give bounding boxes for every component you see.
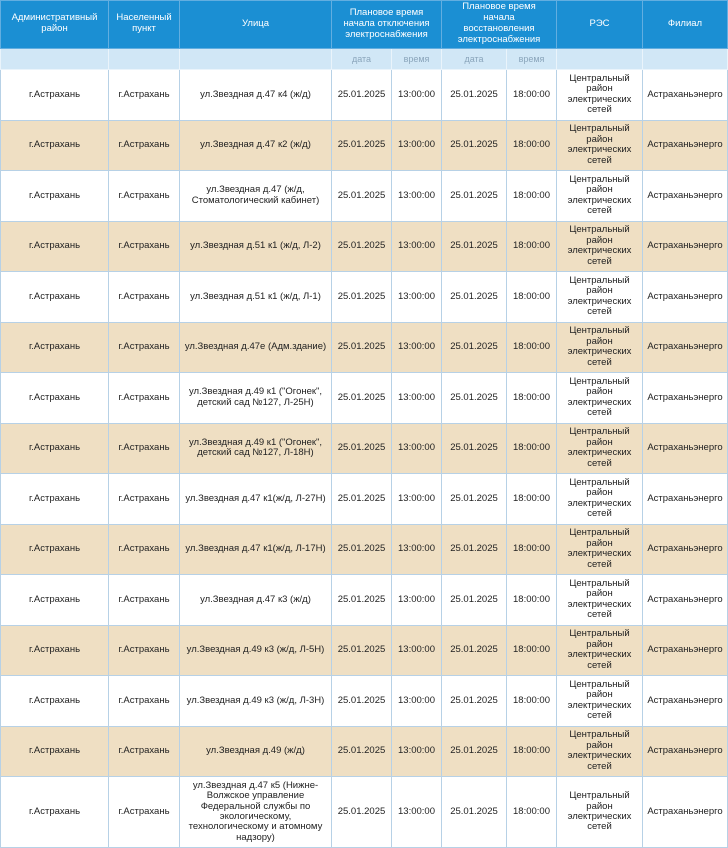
outage-date-cell: 25.01.2025 bbox=[332, 726, 392, 777]
restore-date-cell: 25.01.2025 bbox=[442, 575, 507, 626]
branch-cell: Астраханьэнерго bbox=[643, 726, 728, 777]
outage-time-cell: 13:00:00 bbox=[392, 221, 442, 272]
district-cell: г.Астрахань bbox=[1, 120, 109, 171]
outage-date-cell: 25.01.2025 bbox=[332, 322, 392, 373]
branch-cell: Астраханьэнерго bbox=[643, 575, 728, 626]
restore-time-cell: 18:00:00 bbox=[507, 373, 557, 424]
subheader-branch-spacer bbox=[643, 49, 728, 70]
restore-time-cell: 18:00:00 bbox=[507, 625, 557, 676]
outage-time-cell: 13:00:00 bbox=[392, 423, 442, 474]
locality-cell: г.Астрахань bbox=[109, 70, 180, 121]
outage-date-cell: 25.01.2025 bbox=[332, 221, 392, 272]
district-cell: г.Астрахань bbox=[1, 272, 109, 323]
restore-time-cell: 18:00:00 bbox=[507, 171, 557, 222]
table-row bbox=[1, 322, 728, 373]
table-subheader-row bbox=[1, 49, 728, 70]
header-district: Административный район bbox=[1, 1, 109, 49]
district-cell: г.Астрахань bbox=[1, 423, 109, 474]
table-body bbox=[1, 70, 728, 848]
branch-cell: Астраханьэнерго bbox=[643, 676, 728, 727]
res-cell: Центральный район электрических сетей bbox=[557, 575, 643, 626]
restore-time-cell: 18:00:00 bbox=[507, 474, 557, 525]
locality-cell: г.Астрахань bbox=[109, 221, 180, 272]
table-header-row bbox=[1, 1, 728, 49]
restore-date-cell: 25.01.2025 bbox=[442, 524, 507, 575]
outage-date-cell: 25.01.2025 bbox=[332, 676, 392, 727]
header-outage-start: Плановое время начала отключения электроснабжения bbox=[332, 1, 442, 49]
table-row bbox=[1, 423, 728, 474]
district-cell: г.Астрахань bbox=[1, 524, 109, 575]
outage-time-cell: 13:00:00 bbox=[392, 524, 442, 575]
district-cell: г.Астрахань bbox=[1, 625, 109, 676]
locality-cell: г.Астрахань bbox=[109, 575, 180, 626]
restore-time-cell: 18:00:00 bbox=[507, 272, 557, 323]
res-cell: Центральный район электрических сетей bbox=[557, 726, 643, 777]
restore-date-cell: 25.01.2025 bbox=[442, 777, 507, 848]
table-head bbox=[1, 1, 728, 70]
branch-cell: Астраханьэнерго bbox=[643, 524, 728, 575]
district-cell: г.Астрахань bbox=[1, 373, 109, 424]
district-cell: г.Астрахань bbox=[1, 221, 109, 272]
branch-cell: Астраханьэнерго bbox=[643, 625, 728, 676]
subheader-res-spacer bbox=[557, 49, 643, 70]
subheader-restore-time: время bbox=[507, 49, 557, 70]
header-res: РЭС bbox=[557, 1, 643, 49]
branch-cell: Астраханьэнерго bbox=[643, 373, 728, 424]
restore-time-cell: 18:00:00 bbox=[507, 777, 557, 848]
street-cell: ул.Звездная д.49 к3 (ж/д, Л-5Н) bbox=[180, 625, 332, 676]
restore-date-cell: 25.01.2025 bbox=[442, 120, 507, 171]
res-cell: Центральный район электрических сетей bbox=[557, 625, 643, 676]
branch-cell: Астраханьэнерго bbox=[643, 423, 728, 474]
street-cell: ул.Звездная д.49 к3 (ж/д, Л-3Н) bbox=[180, 676, 332, 727]
restore-date-cell: 25.01.2025 bbox=[442, 70, 507, 121]
locality-cell: г.Астрахань bbox=[109, 423, 180, 474]
outage-date-cell: 25.01.2025 bbox=[332, 423, 392, 474]
subheader-outage-time: время bbox=[392, 49, 442, 70]
outage-date-cell: 25.01.2025 bbox=[332, 373, 392, 424]
restore-date-cell: 25.01.2025 bbox=[442, 322, 507, 373]
street-cell: ул.Звездная д.47 (ж/д, Стоматологический кабинет) bbox=[180, 171, 332, 222]
restore-date-cell: 25.01.2025 bbox=[442, 423, 507, 474]
table-row bbox=[1, 373, 728, 424]
street-cell: ул.Звездная д.47 к5 (Нижне-Волжское управление Федеральной службы по экологическому, технологическому и атомному надзору) bbox=[180, 777, 332, 848]
restore-date-cell: 25.01.2025 bbox=[442, 272, 507, 323]
locality-cell: г.Астрахань bbox=[109, 777, 180, 848]
outage-date-cell: 25.01.2025 bbox=[332, 171, 392, 222]
restore-time-cell: 18:00:00 bbox=[507, 322, 557, 373]
res-cell: Центральный район электрических сетей bbox=[557, 171, 643, 222]
district-cell: г.Астрахань bbox=[1, 575, 109, 626]
table-row bbox=[1, 575, 728, 626]
locality-cell: г.Астрахань bbox=[109, 272, 180, 323]
branch-cell: Астраханьэнерго bbox=[643, 120, 728, 171]
outage-date-cell: 25.01.2025 bbox=[332, 524, 392, 575]
header-street: Улица bbox=[180, 1, 332, 49]
subheader-street-spacer bbox=[180, 49, 332, 70]
locality-cell: г.Астрахань bbox=[109, 676, 180, 727]
res-cell: Центральный район электрических сетей bbox=[557, 272, 643, 323]
header-locality: Населенный пункт bbox=[109, 1, 180, 49]
outage-date-cell: 25.01.2025 bbox=[332, 625, 392, 676]
header-branch: Филиал bbox=[643, 1, 728, 49]
res-cell: Центральный район электрических сетей bbox=[557, 524, 643, 575]
outage-time-cell: 13:00:00 bbox=[392, 726, 442, 777]
branch-cell: Астраханьэнерго bbox=[643, 322, 728, 373]
outage-date-cell: 25.01.2025 bbox=[332, 70, 392, 121]
outage-time-cell: 13:00:00 bbox=[392, 676, 442, 727]
branch-cell: Астраханьэнерго bbox=[643, 221, 728, 272]
street-cell: ул.Звездная д.47 к1(ж/д, Л-17Н) bbox=[180, 524, 332, 575]
res-cell: Центральный район электрических сетей bbox=[557, 474, 643, 525]
branch-cell: Астраханьэнерго bbox=[643, 272, 728, 323]
subheader-district-spacer bbox=[1, 49, 109, 70]
outage-date-cell: 25.01.2025 bbox=[332, 272, 392, 323]
restore-date-cell: 25.01.2025 bbox=[442, 474, 507, 525]
restore-time-cell: 18:00:00 bbox=[507, 221, 557, 272]
street-cell: ул.Звездная д.47 к1(ж/д, Л-27Н) bbox=[180, 474, 332, 525]
street-cell: ул.Звездная д.47 к3 (ж/д) bbox=[180, 575, 332, 626]
branch-cell: Астраханьэнерго bbox=[643, 171, 728, 222]
res-cell: Центральный район электрических сетей bbox=[557, 120, 643, 171]
restore-date-cell: 25.01.2025 bbox=[442, 625, 507, 676]
branch-cell: Астраханьэнерго bbox=[643, 70, 728, 121]
district-cell: г.Астрахань bbox=[1, 474, 109, 525]
subheader-restore-date: дата bbox=[442, 49, 507, 70]
district-cell: г.Астрахань bbox=[1, 726, 109, 777]
outage-time-cell: 13:00:00 bbox=[392, 322, 442, 373]
restore-date-cell: 25.01.2025 bbox=[442, 726, 507, 777]
locality-cell: г.Астрахань bbox=[109, 373, 180, 424]
restore-date-cell: 25.01.2025 bbox=[442, 171, 507, 222]
locality-cell: г.Астрахань bbox=[109, 171, 180, 222]
table-row bbox=[1, 474, 728, 525]
street-cell: ул.Звездная д.47 к2 (ж/д) bbox=[180, 120, 332, 171]
locality-cell: г.Астрахань bbox=[109, 120, 180, 171]
outage-time-cell: 13:00:00 bbox=[392, 171, 442, 222]
restore-time-cell: 18:00:00 bbox=[507, 120, 557, 171]
outage-time-cell: 13:00:00 bbox=[392, 575, 442, 626]
subheader-outage-date: дата bbox=[332, 49, 392, 70]
outage-date-cell: 25.01.2025 bbox=[332, 474, 392, 525]
restore-date-cell: 25.01.2025 bbox=[442, 221, 507, 272]
table-row bbox=[1, 272, 728, 323]
locality-cell: г.Астрахань bbox=[109, 726, 180, 777]
district-cell: г.Астрахань bbox=[1, 777, 109, 848]
street-cell: ул.Звездная д.51 к1 (ж/д, Л-2) bbox=[180, 221, 332, 272]
branch-cell: Астраханьэнерго bbox=[643, 474, 728, 525]
street-cell: ул.Звездная д.49 к1 ("Огонек", детский сад №127, Л-18Н) bbox=[180, 423, 332, 474]
street-cell: ул.Звездная д.49 (ж/д) bbox=[180, 726, 332, 777]
outage-time-cell: 13:00:00 bbox=[392, 373, 442, 424]
street-cell: ул.Звездная д.49 к1 ("Огонек", детский сад №127, Л-25Н) bbox=[180, 373, 332, 424]
locality-cell: г.Астрахань bbox=[109, 474, 180, 525]
outage-date-cell: 25.01.2025 bbox=[332, 120, 392, 171]
res-cell: Центральный район электрических сетей bbox=[557, 676, 643, 727]
res-cell: Центральный район электрических сетей bbox=[557, 373, 643, 424]
restore-time-cell: 18:00:00 bbox=[507, 524, 557, 575]
outage-time-cell: 13:00:00 bbox=[392, 777, 442, 848]
restore-date-cell: 25.01.2025 bbox=[442, 373, 507, 424]
locality-cell: г.Астрахань bbox=[109, 524, 180, 575]
table-row bbox=[1, 70, 728, 121]
table-row bbox=[1, 171, 728, 222]
res-cell: Центральный район электрических сетей bbox=[557, 777, 643, 848]
outage-time-cell: 13:00:00 bbox=[392, 272, 442, 323]
restore-time-cell: 18:00:00 bbox=[507, 676, 557, 727]
outage-time-cell: 13:00:00 bbox=[392, 625, 442, 676]
district-cell: г.Астрахань bbox=[1, 70, 109, 121]
table-row bbox=[1, 524, 728, 575]
locality-cell: г.Астрахань bbox=[109, 322, 180, 373]
street-cell: ул.Звездная д.47 к4 (ж/д) bbox=[180, 70, 332, 121]
district-cell: г.Астрахань bbox=[1, 171, 109, 222]
street-cell: ул.Звездная д.47е (Адм.здание) bbox=[180, 322, 332, 373]
outage-date-cell: 25.01.2025 bbox=[332, 575, 392, 626]
district-cell: г.Астрахань bbox=[1, 322, 109, 373]
table-row bbox=[1, 676, 728, 727]
table-row bbox=[1, 120, 728, 171]
res-cell: Центральный район электрических сетей bbox=[557, 221, 643, 272]
outage-time-cell: 13:00:00 bbox=[392, 70, 442, 121]
res-cell: Центральный район электрических сетей bbox=[557, 70, 643, 121]
restore-time-cell: 18:00:00 bbox=[507, 423, 557, 474]
table-row bbox=[1, 777, 728, 848]
outage-date-cell: 25.01.2025 bbox=[332, 777, 392, 848]
restore-date-cell: 25.01.2025 bbox=[442, 676, 507, 727]
header-restore-start: Плановое время начала восстановления электроснабжения bbox=[442, 1, 557, 49]
outage-time-cell: 13:00:00 bbox=[392, 474, 442, 525]
street-cell: ул.Звездная д.51 к1 (ж/д, Л-1) bbox=[180, 272, 332, 323]
restore-time-cell: 18:00:00 bbox=[507, 70, 557, 121]
restore-time-cell: 18:00:00 bbox=[507, 726, 557, 777]
table-row bbox=[1, 726, 728, 777]
district-cell: г.Астрахань bbox=[1, 676, 109, 727]
outage-time-cell: 13:00:00 bbox=[392, 120, 442, 171]
subheader-locality-spacer bbox=[109, 49, 180, 70]
table-row bbox=[1, 221, 728, 272]
res-cell: Центральный район электрических сетей bbox=[557, 423, 643, 474]
branch-cell: Астраханьэнерго bbox=[643, 777, 728, 848]
res-cell: Центральный район электрических сетей bbox=[557, 322, 643, 373]
table-row bbox=[1, 625, 728, 676]
restore-time-cell: 18:00:00 bbox=[507, 575, 557, 626]
locality-cell: г.Астрахань bbox=[109, 625, 180, 676]
